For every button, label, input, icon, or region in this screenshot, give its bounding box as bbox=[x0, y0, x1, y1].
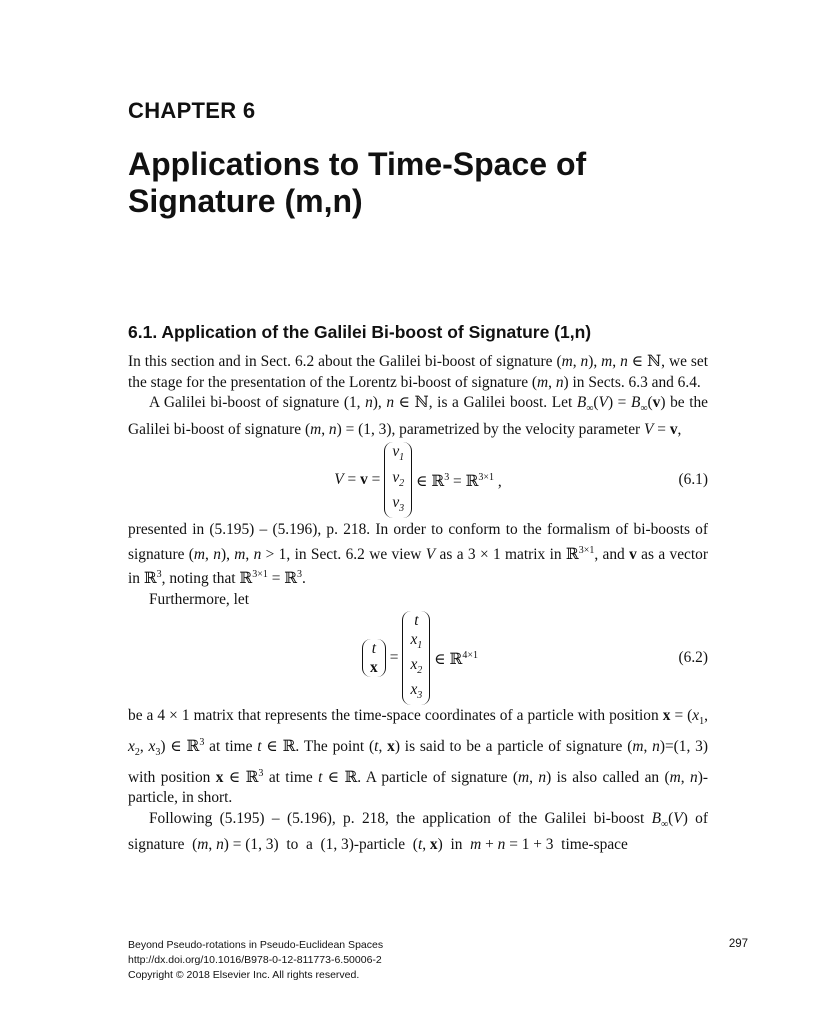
time-space-pair-vector: t x bbox=[362, 639, 386, 677]
footer-doi: http://dx.doi.org/10.1016/B978-0-12-811773-6.50006-2 bbox=[128, 954, 382, 966]
chapter-label: CHAPTER 6 bbox=[128, 98, 256, 123]
chapter-title-line1: Applications to Time-Space of bbox=[128, 146, 587, 182]
paragraph-presented: presented in (5.195) – (5.196), p. 218. In order to conform to the formalism of bi-boosts of signature (m, n), m, n > 1, in Sect. 6.2 we view V as a 3 × 1 matrix in ℝ$^{3\times 1}$, and v as a vector in ℝ$^3$, noting that ℝ$^{3\times 1}$ = ℝ$^3$. bbox=[128, 521, 708, 588]
body-text-top bbox=[128, 352, 708, 856]
page-number: 297 bbox=[728, 938, 748, 950]
paragraph-intro: In this section and in Sect. 6.2 about the Galilei bi-boost of signature (m, n), m, n ∈ ℕ, we set the stage for the presentation of the Lorentz bi-boost of signature (m, n) in Sects. 6.3 and 6.4. bbox=[128, 353, 708, 391]
footer bbox=[128, 938, 383, 983]
equation-6-2: t x = t $x_1$ $x_2$ $x_3$ ∈ ℝ$^{4\times 1}$ (6.2) bbox=[128, 610, 708, 706]
equation-number-6-2: (6.2) bbox=[678, 649, 708, 667]
time-space-column-vector: t $x_1$ $x_2$ $x_3$ bbox=[402, 611, 430, 705]
footer-copyright: Copyright © 2018 Elsevier Inc. All rights reserved. bbox=[128, 969, 360, 981]
paragraph-furthermore: Furthermore, let bbox=[149, 590, 250, 608]
chapter-title-line2: Signature (m,n) bbox=[128, 183, 363, 219]
velocity-column-vector: $v_1$ $v_2$ $v_3$ bbox=[384, 442, 412, 517]
equation-number-6-1: (6.1) bbox=[678, 470, 708, 488]
paragraph-time-space-coordinates: be a 4 × 1 matrix that represents the time-space coordinates of a particle with position $x = (x_1$, $x_2$, $x_3$) ∈ ℝ$^3$ at time t ∈ ℝ. The point (t, x) is said to be a particle of signature (m, n)=(1, 3) with position x ∈ ℝ$^3$ at time t ∈ ℝ. A particle of signature (m, n) is also called an (m, n)-particle, in short. bbox=[128, 707, 708, 807]
section-title: 6.1. Application of the Galilei Bi-boost of Signature (1,n) bbox=[128, 322, 592, 342]
paragraph-following: Following (5.195) – (5.196), p. 218, the application of the Galilei bi-boost $B_\infty(V)$ of signature (m, n) = (1, 3) to a (1, 3)-particle (t, x) in m + n = 1 + 3 time-space bbox=[128, 809, 708, 854]
paragraph-galilei-boost: A Galilei bi-boost of signature (1, n), n ∈ ℕ, is a Galilei boost. Let $B_\infty(V) = B_\infty(v)$ be the Galilei bi-boost of signature (m, n) = (1, 3), parametrized by the velocity parameter V = v, bbox=[128, 394, 708, 438]
equation-6-1: V = v = $v_1$ $v_2$ $v_3$ ∈ ℝ$^3$ = ℝ$^{3\times 1}$ , (6.1) bbox=[128, 440, 708, 520]
chapter-title bbox=[128, 146, 728, 220]
footer-book-title: Beyond Pseudo-rotations in Pseudo-Euclidean Spaces bbox=[128, 939, 384, 951]
